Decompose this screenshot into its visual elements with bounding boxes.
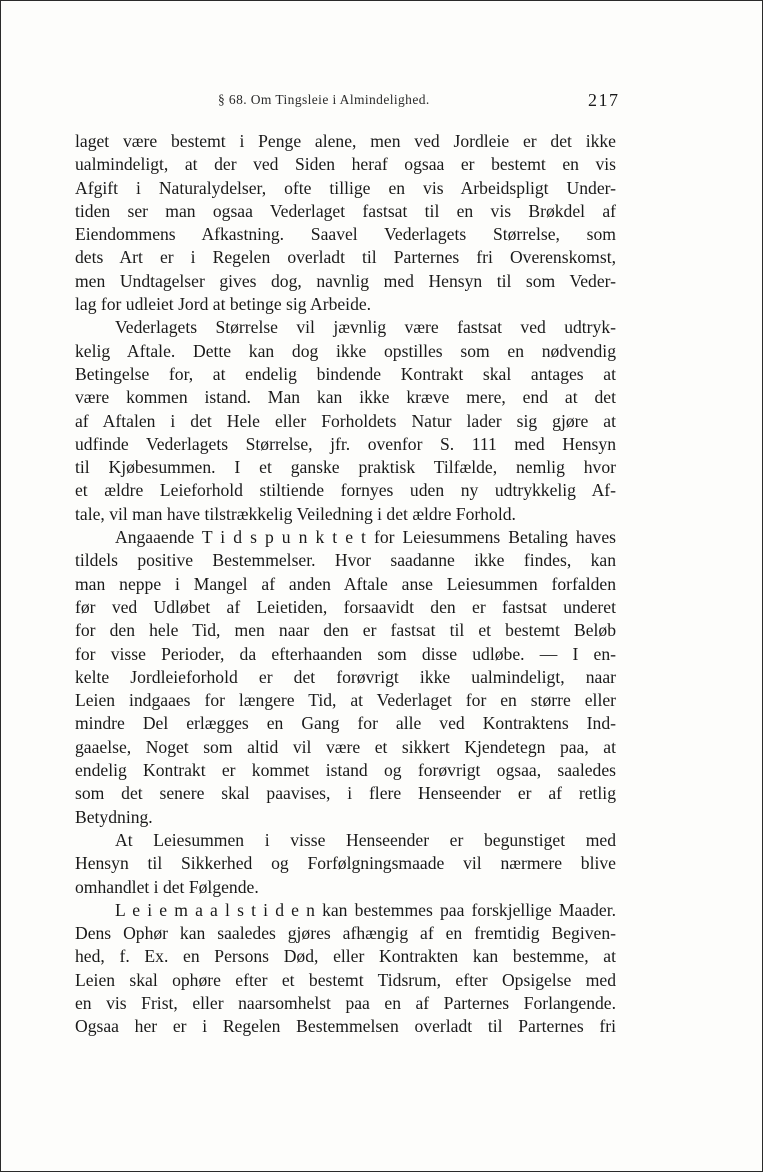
text-line: laget være bestemt i Penge alene, men ved Jordleie er det ikke <box>75 131 616 151</box>
text-line: et ældre Leieforhold stiltiende fornyes uden ny udtrykkelig Af- <box>75 480 616 501</box>
page-number: 217 <box>588 90 620 110</box>
text-line: men Undtagelser gives dog, navnlig med Hensyn til som Veder- <box>75 270 616 291</box>
text-line: hed, f. Ex. en Persons Død, eller Kontrakten kan bestemme, at <box>75 946 616 967</box>
body-text <box>75 130 616 1039</box>
text-line: kelte Jordleieforhold er det forøvrigt ikke ualmindeligt, naar <box>75 666 616 687</box>
text-line: for den hele Tid, men naar den er fastsat til et bestemt Beløb <box>75 620 616 641</box>
text-line: dets Art er i Regelen overladt til Parternes fri Overenskomst, <box>75 247 616 268</box>
text-line: Vederlagets Størrelse vil jævnlig være fastsat ved udtryk- <box>115 317 616 338</box>
text-line: tildels positive Bestemmelser. Hvor saadanne ikke findes, kan <box>75 550 616 571</box>
page-header <box>0 92 763 112</box>
text-line: At Leiesummen i visse Henseender er begunstiget med <box>115 829 616 850</box>
text-line: Angaaende T i d s p u n k t e t for Leiesummens Betaling haves <box>115 527 616 548</box>
text-line: før ved Udløbet af Leietiden, forsaavidt den er fastsat underet <box>75 596 616 617</box>
text-line: mindre Del erlægges en Gang for alle ved Kontraktens Ind- <box>75 713 616 734</box>
text-line: Afgift i Naturalydelser, ofte tillige en vis Arbeidspligt Under- <box>75 177 616 198</box>
text-line: af Aftalen i det Hele eller Forholdets Natur lader sig gjøre at <box>75 410 616 431</box>
text-line: gaaelse, Noget som altid vil være et sikkert Kjendetegn paa, at <box>75 736 616 757</box>
text-line: tale, vil man have tilstrækkelig Veiledning i det ældre Forhold. <box>75 503 516 524</box>
text-line: Betydning. <box>75 806 153 827</box>
text-line: Eiendommens Afkastning. Saavel Vederlagets Størrelse, som <box>75 224 616 245</box>
text-line: som det senere skal paavises, i flere Henseender er af retlig <box>75 783 616 804</box>
text-line: Leien indgaaes for længere Tid, at Vederlaget for en større eller <box>75 690 616 711</box>
text-line: være kommen istand. Man kan ikke kræve mere, end at det <box>75 387 616 408</box>
text-line: en vis Frist, eller naarsomhelst paa en af Parternes Forlangende. <box>75 992 616 1013</box>
text-line: man neppe i Mangel af anden Aftale anse Leiesummen forfalden <box>75 573 616 594</box>
text-line: Leien skal ophøre efter et bestemt Tidsrum, efter Opsigelse med <box>75 969 616 990</box>
text-line: omhandlet i det Følgende. <box>75 876 259 897</box>
text-line: Hensyn til Sikkerhed og Forfølgningsmaade vil nærmere blive <box>75 853 616 874</box>
text-line: Ogsaa her er i Regelen Bestemmelsen overladt til Parternes fri <box>75 1016 616 1037</box>
text-line: kelig Aftale. Dette kan dog ikke opstilles som en nødvendig <box>75 340 616 361</box>
text-line: L e i e m a a l s t i d e n kan bestemmes paa forskjellige Maader. <box>115 899 616 920</box>
text-line: til Kjøbesummen. I et ganske praktisk Tilfælde, nemlig hvor <box>75 457 616 478</box>
text-line: ualmindeligt, at der ved Siden heraf ogsaa er bestemt en vis <box>75 154 616 175</box>
running-head: § 68. Om Tingsleie i Almindelighed. <box>218 92 430 107</box>
text-line: Dens Ophør kan saaledes gjøres afhængig af en fremtidig Begiven- <box>75 923 616 944</box>
text-line: lag for udleiet Jord at betinge sig Arbeide. <box>75 294 372 315</box>
text-line: Betingelse for, at endelig bindende Kontrakt skal antages at <box>75 363 616 384</box>
text-line: endelig Kontrakt er kommet istand og forøvrigt ogsaa, saaledes <box>75 760 616 781</box>
text-line: udfinde Vederlagets Størrelse, jfr. ovenfor S. 111 med Hensyn <box>75 433 616 454</box>
text-line: for visse Perioder, da efterhaanden som disse udløbe. — I en- <box>75 643 616 664</box>
text-line: tiden ser man ogsaa Vederlaget fastsat til en vis Brøkdel af <box>75 200 616 221</box>
